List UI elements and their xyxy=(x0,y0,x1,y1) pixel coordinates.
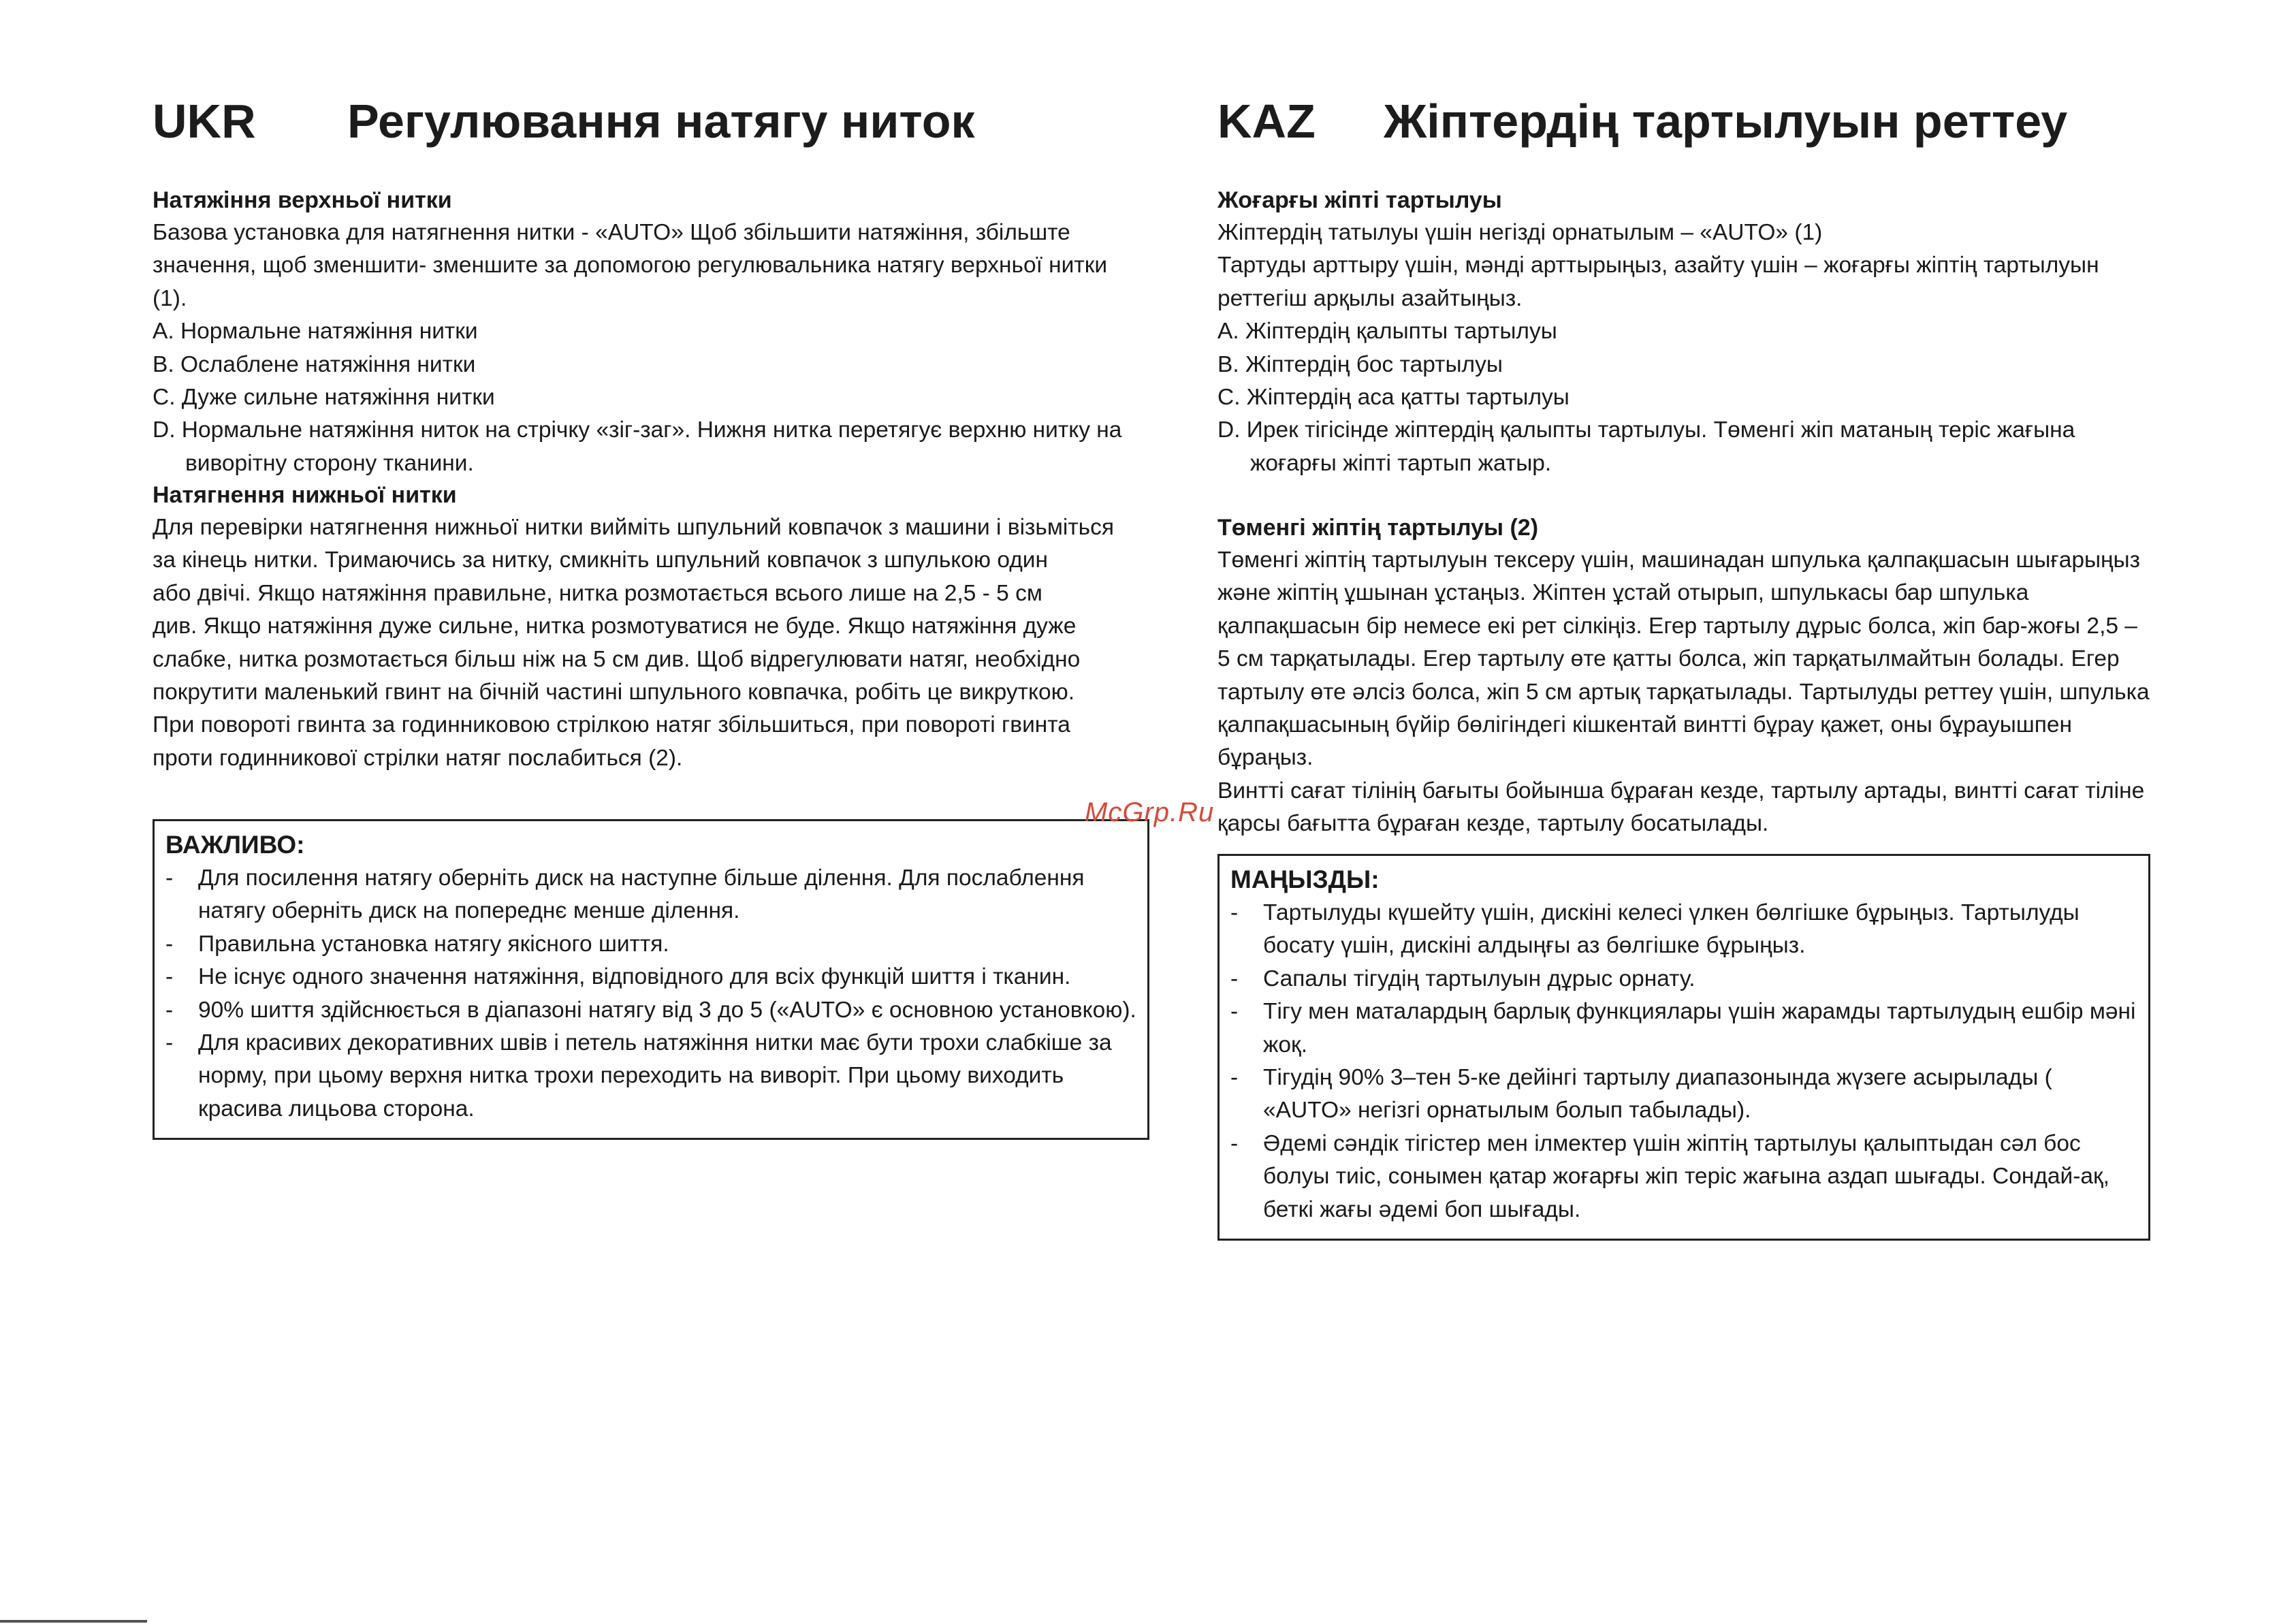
ukr-page-title: Регулювання натягу ниток xyxy=(347,95,975,148)
kaz-lower-line: 5 см тарқатылады. Егер тартылу өте қатты болса, жіп тарқатылмайтын болады. Егер xyxy=(1217,646,2120,672)
watermark: McGrp.Ru xyxy=(1085,797,1215,827)
kaz-upper-line: реттегіш арқылы азайтыңыз. xyxy=(1217,285,1523,311)
kaz-lang-code: KAZ xyxy=(1217,95,1316,148)
ukr-lower-line: слабке, нитка розмотається більш ніж на 5 см див. Щоб відрегулювати натяг, необхідно xyxy=(153,646,1081,672)
kaz-upper-line: Жіптердің татылуы үшін негізді орнатылым – «AUTO» (1) xyxy=(1217,220,1823,245)
ukr-upper-line: Базова установка для натягнення нитки - «AUTO» Щоб збільшити натяжіння, збільште xyxy=(153,220,1070,245)
kaz-lower-line: Төменгі жіптің тартылуын тексеру үшін, машинадан шпулька қалпақшасын шығарыңыз xyxy=(1217,547,2140,573)
ukr-important-item: - Для красивих декоративних швів і петель натяжіння нитки має бути трохи слабкіше за норму, при цьому верхня нитка трохи переходить на виворіт. При цьому виходить красива лицьова сторона. xyxy=(165,1030,1112,1121)
kaz-lower-line: қарсы бағытта бұраған кезде, тартылу босатылады. xyxy=(1217,811,1769,837)
kaz-important-item: - Сапалы тігудің тартылуын дұрыс орнату. xyxy=(1230,966,1695,991)
ukr-lower-line: покрутити маленький гвинт на бічній частині шпульного ковпачка, робіть це викруткою. xyxy=(153,680,1075,705)
ukr-upper-heading: Натяжіння верхньої нитки xyxy=(153,187,452,213)
ukr-important-box xyxy=(153,819,1149,1140)
kaz-lower-line: тартылу өте әлсіз болса, жіп 5 см артық тарқатылады. Тартылуды реттеу үшін, шпулька xyxy=(1217,679,2150,705)
ukr-lower-heading: Натягнення нижньої нитки xyxy=(153,482,457,508)
kaz-important-item: - Тартылуды күшейту үшін, дискіні келесі үлкен бөлгішке бұрыңыз. Тартылуды босату үшін, дискіні алдыңғы аз бөлгішке бұрыңыз. xyxy=(1230,900,2080,959)
ukr-upper-item: C. Дуже сильне натяжіння нитки xyxy=(153,385,495,411)
footer-divider xyxy=(0,1620,147,1623)
ukr-important-item-text: Правильна установка натягу якісного шиття. xyxy=(198,931,669,957)
kaz-upper-line: Тартуды арттыру үшін, мәнді арттырыңыз, азайту үшін – жоғарғы жіптің тартылуын xyxy=(1217,253,2099,278)
kaz-important-item-text: Сапалы тігудің тартылуын дұрыс орнату. xyxy=(1263,966,1695,991)
ukr-important-item-text: Для красивих декоративних швів і петель натяжіння нитки має бути трохи слабкіше за норму, при цьому верхня нитка трохи переходить на виворіт. При цьому виходить красива лицьова сторона. xyxy=(198,1030,1112,1121)
kaz-upper-item: A. Жіптердің қалыпты тартылуы xyxy=(1217,319,1557,345)
kaz-important-item-text: Әдемі сәндік тігістер мен ілмектер үшін жіптің тартылуы қалыптыдан сәл бос болуы тиіс, сонымен қатар жоғарғы жіп теріс жағына аздап шығады. Сондай-ақ, беткі жағы әдемі боп шығады. xyxy=(1263,1130,2109,1222)
kaz-important-item: - Тігу мен маталардың барлық функциялары үшін жарамды тартылудың ешбір мәні жоқ. xyxy=(1230,999,2136,1057)
ukr-important-item-text: Не існує одного значення натяжіння, відповідного для всіх функцій шиття і тканин. xyxy=(198,964,1071,990)
kaz-upper-item: D. Ирек тігісінде жіптердің қалыпты тартылуы. Төменгі жіп матаның теріс жағына жоғарғы жіпті тартып жатыр. xyxy=(1217,417,2075,476)
ukr-lang-code: UKR xyxy=(153,95,256,148)
kaz-page-title: Жіптердің тартылуын реттеу xyxy=(1384,95,2068,148)
kaz-important-item: - Әдемі сәндік тігістер мен ілмектер үшін жіптің тартылуы қалыптыдан сәл бос болуы тиіс, сонымен қатар жоғарғы жіп теріс жағына аздап шығады. Сондай-ақ, беткі жағы әдемі боп шығады. xyxy=(1230,1130,2109,1222)
kaz-important-item-text: Тігудің 90% 3–тен 5-ке дейінгі тартылу диапазонында жүзеге асырылады ( «AUTO» негізгі орнатылым болып табылады). xyxy=(1263,1065,2052,1124)
ukr-lower-thread-section xyxy=(153,479,1147,775)
ukr-important-title: ВАЖЛИВО: xyxy=(165,831,305,859)
ukr-lower-line: Для перевірки натягнення нижньої нитки вийміть шпульний ковпачок з машини і візьміться xyxy=(153,515,1115,540)
ukr-upper-thread-section xyxy=(153,184,1147,480)
ukr-important-item-text: 90% шиття здійснюється в діапазоні натягу від 3 до 5 («AUTO» є основною установкою). xyxy=(198,997,1136,1023)
kaz-upper-item: C. Жіптердің аса қатты тартылуы xyxy=(1217,385,1570,411)
kaz-important-title: МАҢЫЗДЫ: xyxy=(1230,865,1380,893)
ukr-important-item: - Для посилення натягу оберніть диск на наступне більше ділення. Для послаблення натягу оберніть диск на попереднє менше ділення. xyxy=(165,865,1085,924)
ukr-important-item: - Не існує одного значення натяжіння, відповідного для всіх функцій шиття і тканин. xyxy=(165,964,1071,990)
kaz-lower-line: қалпақшасының бүйір бөлігіндегі кішкентай винтті бұрау қажет, оны бұрауышпен бұраңыз. xyxy=(1217,712,2072,771)
kaz-important-box xyxy=(1217,854,2150,1241)
ukr-lower-line: див. Якщо натяжіння дуже сильне, нитка розмотуватися не буде. Якщо натяжіння дуже xyxy=(153,614,1077,639)
kaz-upper-thread-section xyxy=(1217,184,2157,480)
ukr-upper-item: B. Ослаблене натяжіння нитки xyxy=(153,351,476,377)
kaz-lower-line: қалпақшасын бір немесе екі рет сілкіңіз. Егер тартылу дұрыс болса, жіп бар-жоғы 2,5 – xyxy=(1217,613,2137,639)
ukr-important-item: - Правильна установка натягу якісного шиття. xyxy=(165,931,669,957)
ukr-important-item: - 90% шиття здійснюється в діапазоні натягу від 3 до 5 («AUTO» є основною установкою). xyxy=(165,997,1136,1023)
ukr-upper-item: A. Нормальне натяжіння нитки xyxy=(153,319,478,345)
ukr-important-item-text: Для посилення натягу оберніть диск на наступне більше ділення. Для послаблення натягу оберніть диск на попереднє менше ділення. xyxy=(198,865,1085,924)
kaz-lower-thread-section xyxy=(1217,511,2157,841)
ukr-lower-line: При повороті гвинта за годинниковою стрілкою натяг збільшиться, при повороті гвинта xyxy=(153,712,1070,738)
ukr-upper-line: значення, щоб зменшити- зменшите за допомогою регулювальника натягу верхньої нитки (1). xyxy=(153,253,1108,311)
kaz-lower-line: Винтті сағат тілінің бағыты бойынша бұраған кезде, тартылу артады, винтті сағат тіліне xyxy=(1217,778,2145,803)
ukr-upper-item: D. Нормальне натяжіння ниток на стрічку «зіг-заг». Нижня нитка перетягує верхню нитку на виворітну сторону тканини. xyxy=(153,417,1122,476)
ukr-lower-line: або двічі. Якщо натяжіння правильне, нитка розмотається всього лише на 2,5 - 5 см xyxy=(153,580,1042,606)
kaz-upper-heading: Жоғарғы жіпті тартылуы xyxy=(1217,187,1502,213)
kaz-lower-heading: Төменгі жіптің тартылуы (2) xyxy=(1217,515,1539,541)
kaz-upper-item: B. Жіптердің бос тартылуы xyxy=(1217,351,1503,377)
ukr-lower-line: за кінець нитки. Тримаючись за нитку, смикніть шпульний ковпачок з шпулькою один xyxy=(153,547,1049,573)
kaz-important-item-text: Тігу мен маталардың барлық функциялары үшін жарамды тартылудың ешбір мәні жоқ. xyxy=(1263,999,2136,1057)
kaz-important-item: - Тігудің 90% 3–тен 5-ке дейінгі тартылу диапазонында жүзеге асырылады ( «AUTO» негізгі орнатылым болып табылады). xyxy=(1230,1065,2052,1124)
kaz-lower-line: және жіптің ұшынан ұстаңыз. Жіптен ұстай отырып, шпулькасы бар шпулька xyxy=(1217,580,2029,606)
ukr-lower-line: проти годинникової стрілки натяг послабиться (2). xyxy=(153,745,683,771)
kaz-important-item-text: Тартылуды күшейту үшін, дискіні келесі үлкен бөлгішке бұрыңыз. Тартылуды босату үшін, дискіні алдыңғы аз бөлгішке бұрыңыз. xyxy=(1263,900,2080,959)
